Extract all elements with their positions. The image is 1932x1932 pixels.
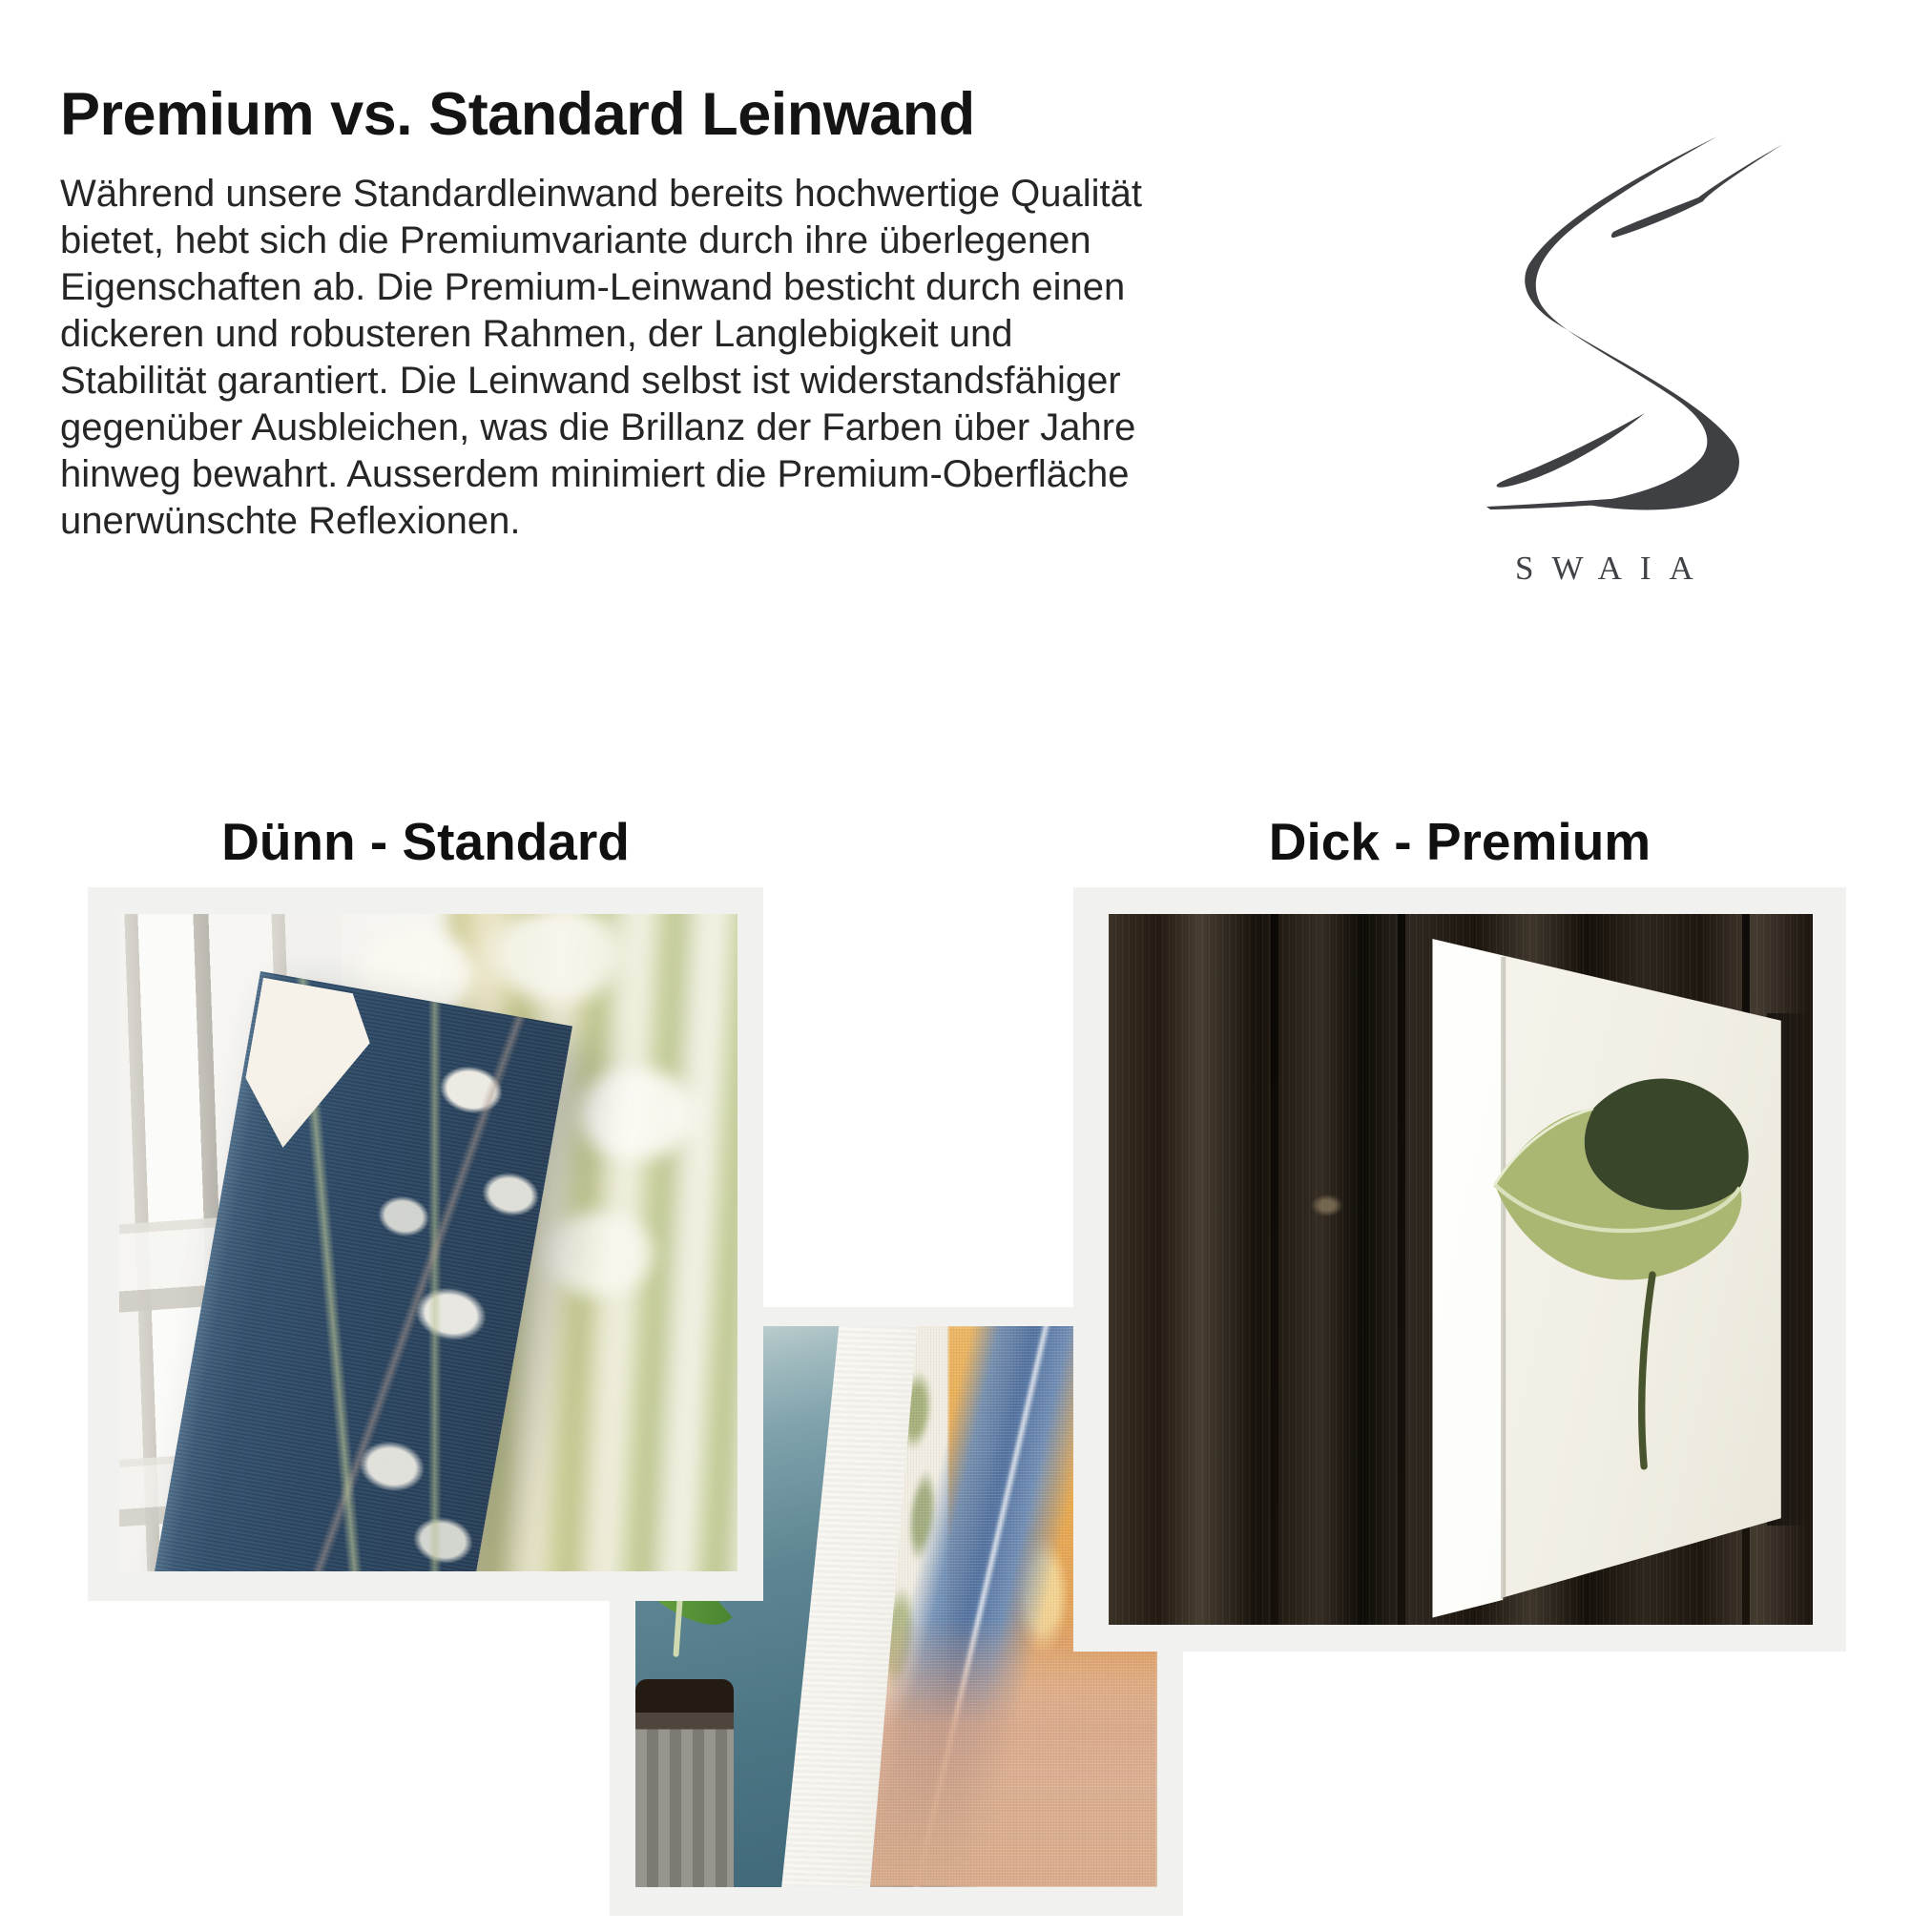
s-swoosh-lower-slash xyxy=(1497,413,1645,488)
brand-wordmark: SWAIA xyxy=(1515,550,1712,587)
plant-pot xyxy=(635,1679,734,1887)
wood-plank-gap xyxy=(1398,914,1405,1625)
leaf-artwork xyxy=(1475,1049,1756,1476)
standard-label: Dünn - Standard xyxy=(221,812,630,871)
premium-card xyxy=(1073,887,1846,1652)
premium-label: Dick - Premium xyxy=(1268,812,1652,871)
thin-standard-canvas-photo xyxy=(119,914,737,1571)
page-title: Premium vs. Standard Leinwand xyxy=(60,81,975,148)
standard-card xyxy=(88,887,763,1601)
brand-logo xyxy=(1431,76,1932,668)
intro-paragraph: Während unsere Standardleinwand bereits hochwertige Qualität bietet, hebt sich die Premiumvariante durch ihre überlegenen Eigenschaften ab. Die Premium-Leinwand besticht durch einen dickeren und robusteren Rahmen, der Langlebigkeit und Stabilität garantiert. Die Leinwand selbst ist widerstandsfähiger gegenüber Ausbleichen, was die Brillanz der Farben über Jahre hinweg bewahrt. Ausserdem minimiert die Premium-Oberfläche unerwünschte Reflexionen. xyxy=(60,173,1143,542)
thick-premium-canvas-photo xyxy=(1109,914,1813,1625)
wood-plank-gap xyxy=(1271,914,1278,1625)
s-swoosh-upper-slash xyxy=(1611,144,1783,238)
